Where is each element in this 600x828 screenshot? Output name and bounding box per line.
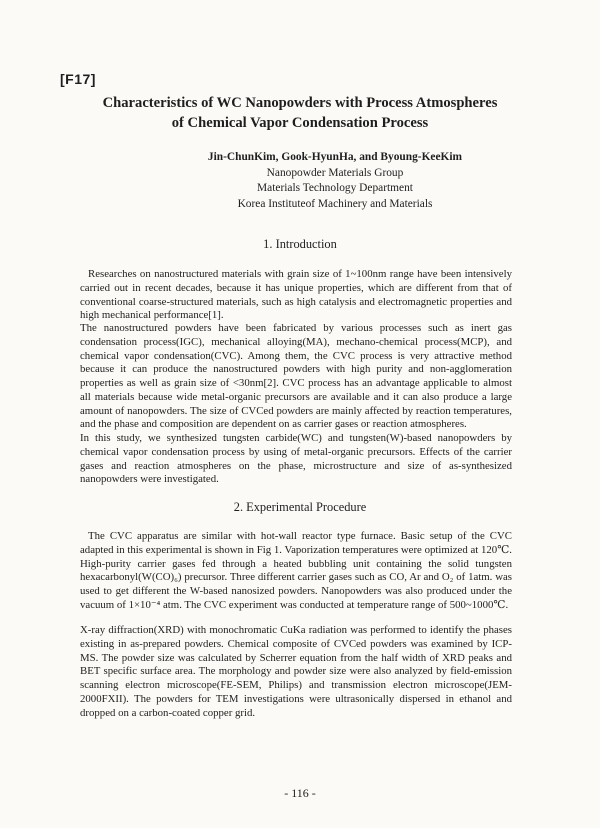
section-heading-experimental: 2. Experimental Procedure [233,500,367,514]
page-number: - 116 - [284,786,316,800]
paper-title-line-1: Characteristics of WC Nanopowders with Process Atmospheres [102,95,498,111]
intro-paragraph-3-text: In this study, we synthesized tungsten carbide(WC) and tungsten(W)-based nanopowders by chemical vapor condensation process by using of metal-organic precursors. Effects of the carrier gases and reaction atmospheres on the phase, microstructure and size of as-synthesized nanopowders were investigated. [80,432,512,486]
experimental-paragraph-1 [80,530,512,613]
affiliation-department: Materials Technology Department [257,182,413,194]
intro-paragraph-2 [80,322,512,432]
paper-title-line-2: of Chemical Vapor Condensation Process [171,115,429,131]
affiliation-group: Nanopowder Materials Group [266,166,404,179]
intro-paragraph-1 [80,268,512,323]
affiliation-institute: Korea Instituteof Machinery and Materials [237,197,433,210]
author-block [60,150,540,212]
author-names: Jin-ChunKim, Gook-HyunHa, and Byoung-KeeKim [207,151,463,163]
intro-paragraph-1-text: Researches on nanostructured materials with grain size of 1~100nm range have been intensively carried out in recent decades, because it has unique properties, which are different from that of conventional coarse-structured materials, such as high catalysis and electromagnetic properties and high mechanical performance[1]. [80,268,512,322]
paper-tag: [F17] [60,71,96,87]
experimental-paragraph-2 [80,624,512,720]
intro-paragraph-3 [80,432,512,487]
section-heading-introduction: 1. Introduction [263,237,337,251]
experimental-paragraph-2-text: X-ray diffraction(XRD) with monochromatic CuKa radiation was performed to identify the phases existing in as-prepared powders. Chemical composite of CVCed powders was examined by ICP-MS. The powder size was calculated by Scherrer equation from the half width of XRD peaks and BET specific surface area. The morphology and powder size were also analyzed by field-emission scanning electron microscope(FE-SEM, Philips) and transmission electron microscope(JEM-2000FXII). The powders for TEM investigations were ultrasonically dispersed in ethanol and dropped on a carbon-coated copper grid. [80,624,512,719]
intro-paragraph-2-text: The nanostructured powders have been fabricated by various processes such as inert gas condensation process(IGC), mechanical alloying(MA), mechano-chemical process(MCP), and chemical vapor condensation(CVC). Among them, the CVC process is very attractive method because it can produce the nanostructured powders with high purity and non-agglomeration properties as well as grain size of <30nm[2]. CVC process has an advantage applicable to almost all materials because wide metal-organic precursors are available and it can also produce a large amount of nanopowders. The size of CVCed powders are mainly affected by reaction temperatures, and the phase and composition are dependent on as carrier gases or reaction atmospheres. [80,322,512,431]
experimental-paragraph-1-text: The CVC apparatus are similar with hot-wall reactor type furnace. Basic setup of the CVC adapted in this experimental is shown in Fig 1. Vaporization temperatures were optimized at 120℃. High-purity carrier gases fed through a heated bubbling unit containing the solid tungsten hexacarbonyl(W(CO)₆) precursor. Three different carrier gases such as CO, Ar and O₂ of 1atm. was used to get different the W-based nanosized powders. Nanopowders was also produced under the vacuum of 1×10⁻⁴ atm. The CVC experiment was conducted at temperature range of 500~1000℃. [80,530,512,611]
